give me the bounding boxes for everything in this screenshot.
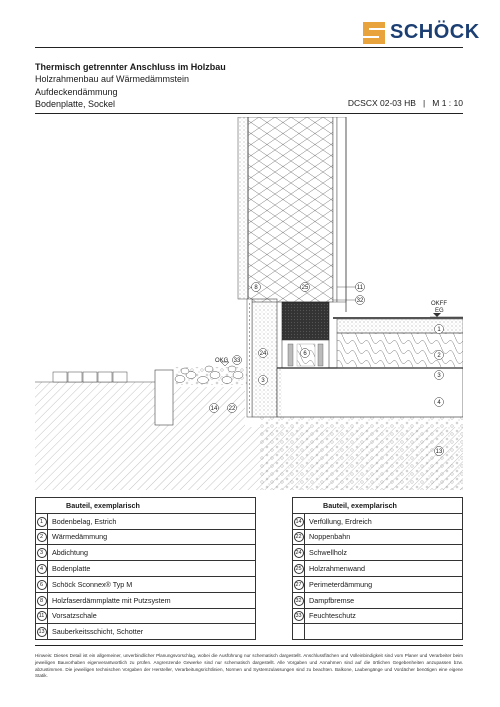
svg-text:4: 4: [437, 400, 441, 406]
legend-num: 24: [295, 550, 302, 557]
subtitle-line-3: Bodenplatte, Sockel: [35, 98, 116, 109]
logo-text: SCHÖCK: [390, 21, 480, 43]
legend-num: 1: [37, 517, 47, 527]
schoeck-logo-mark-icon: [363, 22, 385, 44]
callout-1: [435, 325, 444, 334]
legend-row: [36, 513, 463, 529]
legend-num: 3: [37, 548, 47, 558]
callout-13: [435, 447, 444, 456]
legend-label: Abdichtung: [48, 545, 256, 561]
legend-num: 33: [295, 613, 302, 620]
legend-num: 8: [37, 596, 47, 606]
callout-14: [210, 404, 219, 413]
legend-num: 22: [295, 534, 302, 541]
legend-num: 11: [37, 611, 47, 621]
legend-row: [36, 608, 463, 624]
eg-label: EG: [435, 308, 444, 314]
svg-text:33: 33: [233, 358, 241, 364]
legend-label: Verfüllung, Erdreich: [305, 513, 463, 529]
svg-text:2: 2: [437, 353, 441, 359]
callout-33: [233, 356, 242, 365]
legend-row: [36, 576, 463, 592]
legend-num: 14: [295, 518, 302, 525]
legend-label: Dampfbremse: [305, 592, 463, 608]
callout-6: [301, 349, 310, 358]
legend-num: 27: [295, 581, 302, 588]
callout-8: [252, 283, 261, 292]
legend-row: [36, 561, 463, 577]
header-rule: [35, 47, 463, 48]
legend-label: Noppenbahn: [305, 529, 463, 545]
legend-label: Holzfaserdämmplatte mit Putzsystem: [48, 592, 256, 608]
svg-text:1: 1: [437, 327, 441, 333]
callout-22: [228, 404, 237, 413]
svg-text:24: 24: [259, 351, 267, 357]
callout-25: [301, 283, 310, 292]
svg-text:11: 11: [356, 285, 364, 291]
legend-row: [36, 529, 463, 545]
legend-row: [36, 624, 463, 640]
legend-label: Wärmedämmung: [48, 529, 256, 545]
subtitle-line-1: Holzrahmenbau auf Wärmedämmstein: [35, 74, 190, 85]
legend-header-row: [36, 498, 463, 514]
svg-text:14: 14: [210, 406, 218, 412]
svg-text:22: 22: [228, 406, 236, 412]
legend-num: 4: [37, 564, 47, 574]
legend-right-header: Bauteil, exemplarisch: [293, 498, 463, 514]
legend-label: Holzrahmenwand: [305, 561, 463, 577]
legend-label: Schwellholz: [305, 545, 463, 561]
disclaimer-note: Hinweis: Dieses Detail ist ein allgemeiner, unverbindlicher Planungsvorschlag, wobei die Ausführung nur schematisch dargestellt. Anschlussflächen und Volleinbindigkeit sind vom Planer und Verarbeiter beim jeweiligen Bauvorhaben eigenverantwortlich zu prüfen. Angrenzende Gewerke sind nur schematisch dargestellt. Alle Vorgaben und Annahmen sind auf die örtlichen Gegebenheiten anzupassen bzw. abzustimmen. Die jeweiligen technischen Vorgaben der Hersteller, Verarbeitungsrichtlinien, Normen und Systemzulassungen sind zu beachten. Balkone, Laubengänge und Vordächer benötigen eine eigene Statik.: [35, 653, 463, 679]
legend-num: 2: [37, 532, 47, 542]
svg-text:3: 3: [261, 378, 265, 384]
okff-label: OKFF: [431, 301, 447, 307]
callout-4: [435, 398, 444, 407]
legend-label: Schöck Sconnex® Typ M: [48, 576, 256, 592]
legend-empty-label: [305, 624, 463, 640]
legend-left-header: Bauteil, exemplarisch: [36, 498, 256, 514]
callout-2: [435, 351, 444, 360]
legend-num: 13: [38, 629, 45, 636]
subtitle-line-2: Aufdeckendämmung: [35, 86, 118, 97]
callout-3-wall: [259, 376, 268, 385]
legend-label: Sauberkeitsschicht, Schotter: [48, 624, 256, 640]
drawing-top-rule: [35, 113, 463, 114]
svg-text:13: 13: [435, 449, 443, 455]
svg-text:3: 3: [437, 373, 441, 379]
schoeck-logo: [363, 21, 480, 44]
legend-row: [36, 545, 463, 561]
title-block: [35, 61, 226, 110]
legend-label: Perimeterdämmung: [305, 576, 463, 592]
legend-empty-num: [293, 624, 305, 640]
legend-label: Bodenplatte: [48, 561, 256, 577]
note-rule: [35, 645, 463, 646]
page-title: Thermisch getrennter Anschluss im Holzbau: [35, 62, 226, 72]
callout-3: [435, 371, 444, 380]
detail-drawing: [35, 117, 463, 490]
legend-label: Vorsatzschale: [48, 608, 256, 624]
legend-label: Bodenbelag, Estrich: [48, 513, 256, 529]
legend-table: [35, 497, 463, 640]
okg-label: OKG: [215, 358, 229, 364]
svg-text:25: 25: [301, 285, 309, 291]
callout-24: [259, 349, 268, 358]
legend-row: [36, 592, 463, 608]
svg-text:8: 8: [254, 285, 258, 291]
svg-text:32: 32: [356, 298, 364, 304]
legend-num: 6: [37, 580, 47, 590]
legend-num: 32: [295, 597, 302, 604]
legend-label: Feuchteschutz: [305, 608, 463, 624]
drawing-code: DCSCX 02-03 HB | M 1 : 10: [347, 98, 463, 108]
svg-text:6: 6: [303, 351, 307, 357]
legend-num: 25: [295, 566, 302, 573]
